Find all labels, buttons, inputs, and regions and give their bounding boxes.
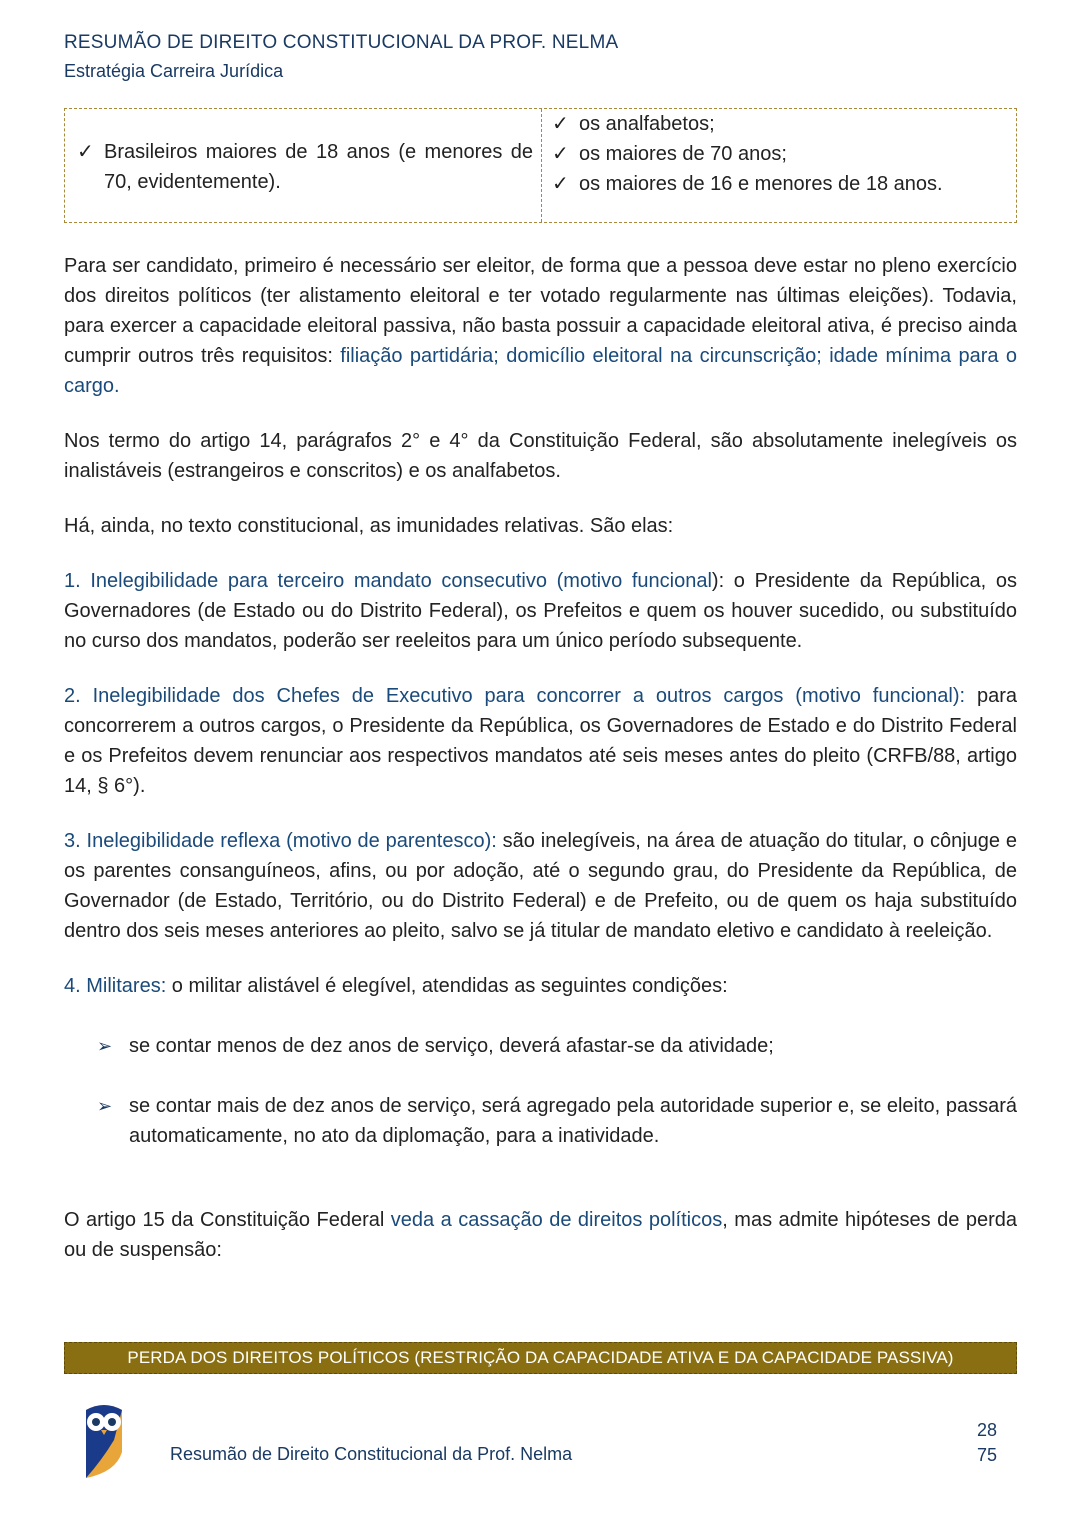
item-title: 4. Militares: <box>64 975 167 997</box>
paragraph-relative-immunities: Há, ainda, no texto constitucional, as imunidades relativas. São elas: <box>64 515 674 537</box>
paragraph-text: O artigo 15 da Constituição Federal <box>64 1209 391 1231</box>
bullet-item <box>64 1091 1017 1151</box>
page-number <box>977 1418 997 1468</box>
check-item-text: os maiores de 16 e menores de 18 anos. <box>579 173 943 195</box>
checkmark-icon: ✓ <box>552 113 569 135</box>
item-text: para concorrerem a outros cargos, o Presidente da República, os Governadores de Estado e do Distrito Federal e os Prefeitos devem renunciar aos respectivos mandatos até seis meses antes do pleito (CRFB/88, artigo 14, § 6°). <box>64 685 1017 797</box>
page-total: 75 <box>976 1445 997 1465</box>
checkmark-icon: ✓ <box>552 143 569 165</box>
paragraph-ineligible: Nos termo do artigo 14, parágrafos 2° e 4° da Constituição Federal, são absolutamente inelegíveis os inalistáveis (estrangeiros e conscritos) e os analfabetos. <box>64 430 1017 482</box>
item-text: ): o Presidente da República, os Governadores (de Estado ou do Distrito Federal), os Prefeitos e quem os houver sucedido, ou substituído no curso dos mandatos, poderão ser reeleitos para um único período subsequente. <box>64 570 1018 652</box>
paragraph-text: , mas admite hipóteses de perda ou de suspensão: <box>64 1209 1018 1261</box>
comparison-table <box>64 108 1017 223</box>
highlight-text: filiação partidária; domicílio eleitoral na circunscrição; idade mínima para o cargo. <box>64 345 1018 397</box>
comparison-right-column <box>542 109 1016 222</box>
item-military <box>64 971 1017 1001</box>
arrow-bullet-icon: ➢ <box>97 1036 113 1056</box>
page-current: 28 <box>976 1420 997 1440</box>
item-text: são inelegíveis, na área de atuação do titular, o cônjuge e os parentes consanguíneos, afins, ou por adoção, até o segundo grau, do Presidente da República, de Governador (de Estado, Território, ou do Distrito Federal) e de Prefeito, ou de quem os haja substituído dentro dos seis meses anteriores ao pleito, salvo se já titular de mandato eletivo e candidato à reeleição. <box>64 830 1018 942</box>
item-text: o militar alistável é elegível, atendidas as seguintes condições: <box>166 975 728 997</box>
item-title: 1. Inelegibilidade para terceiro mandato consecutivo (motivo funcional <box>64 570 712 592</box>
bullet-item <box>64 1031 1017 1061</box>
header-title: RESUMÃO DE DIREITO CONSTITUCIONAL DA PROF. NELMA <box>64 32 619 53</box>
section-banner: PERDA DOS DIREITOS POLÍTICOS (RESTRIÇÃO DA CAPACIDADE ATIVA E DA CAPACIDADE PASSIVA) <box>64 1342 1017 1374</box>
owl-logo-icon <box>80 1400 128 1480</box>
highlight-text: veda a cassação de direitos políticos <box>390 1209 723 1231</box>
paragraph-article-15 <box>64 1205 1017 1265</box>
bullet-text: se contar mais de dez anos de serviço, será agregado pela autoridade superior e, se eleito, passará automaticamente, no ato da diplomação, para a inatividade. <box>129 1095 1017 1147</box>
arrow-bullet-icon: ➢ <box>97 1096 113 1116</box>
check-item-text: os maiores de 70 anos; <box>579 143 787 165</box>
comparison-left-column <box>65 109 542 222</box>
check-item <box>77 137 533 197</box>
paragraph-candidate-requirements <box>64 251 1017 401</box>
check-item-text: Brasileiros maiores de 18 anos (e menores de 70, evidentemente). <box>104 141 533 193</box>
check-item-text: os analfabetos; <box>579 113 715 135</box>
check-item <box>552 109 1008 139</box>
checkmark-icon: ✓ <box>552 173 569 195</box>
header-subtitle: Estratégia Carreira Jurídica <box>64 61 284 81</box>
checkmark-icon: ✓ <box>77 141 94 163</box>
item-executive-chiefs <box>64 681 1017 801</box>
item-title: 2. Inelegibilidade dos Chefes de Executivo para concorrer a outros cargos (motivo funcional): <box>64 685 966 707</box>
item-title: 3. Inelegibilidade reflexa (motivo de parentesco): <box>64 830 497 852</box>
footer-text: Resumão de Direito Constitucional da Prof. Nelma <box>170 1444 573 1464</box>
item-third-mandate <box>64 566 1017 656</box>
page-header <box>64 30 618 84</box>
paragraph-text: Para ser candidato, primeiro é necessário ser eleitor, de forma que a pessoa deve estar no pleno exercício dos direitos políticos (ter alistamento eleitoral e ter votado regularmente nas últimas eleições). Todavia, para exercer a capacidade eleitoral passiva, não basta possuir a capacidade eleitoral ativa, é preciso ainda cumprir outros três requisitos: <box>64 255 1017 367</box>
bullet-text: se contar menos de dez anos de serviço, deverá afastar-se da atividade; <box>129 1035 774 1057</box>
check-item <box>552 169 1008 199</box>
main-content <box>64 251 1017 1290</box>
check-item <box>552 139 1008 169</box>
item-reflex-ineligibility <box>64 826 1017 946</box>
